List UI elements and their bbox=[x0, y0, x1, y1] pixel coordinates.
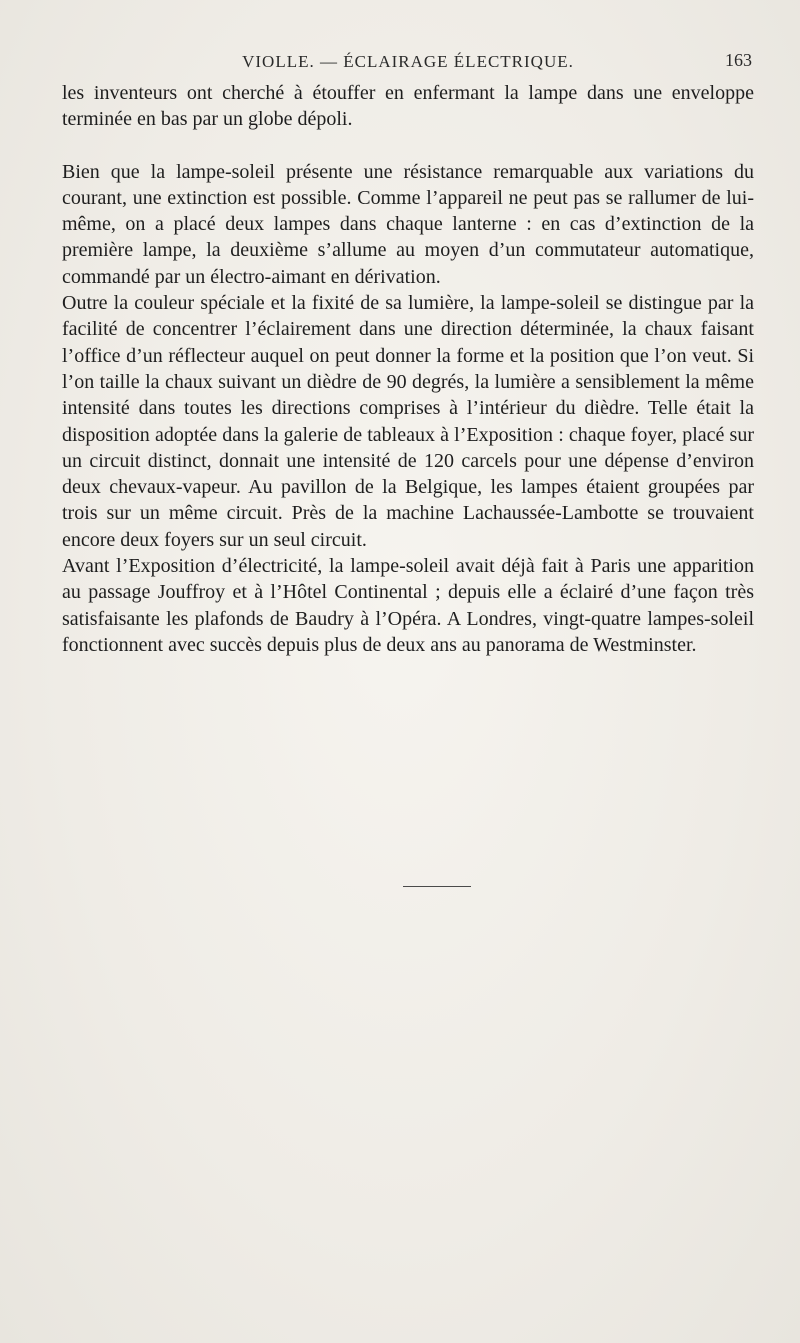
paragraph-lamp-light-properties-text: Outre la couleur spéciale et la fixité de sa lumière, la lampe-soleil se distingue par la facilité de concentrer l’éclairement dans une direction déterminée, la chaux faisant l’office d’un réflecteur auquel on peut donner la forme et la position que l’on veut. Si l’on taille la chaux suivant un dièdre de 90 degrés, la lumière a sensiblement la même intensité dans toutes les directions comprises à l’intérieur du dièdre. Telle était la disposition adoptée dans la galerie de tableaux à l’Exposition : chaque foyer, placé sur un circuit distinct, donnait une intensité de 120 carcels pour une dépense d’environ deux chevaux-vapeur. Au pavillon de la Belgique, les lampes étaient groupées par trois sur un même circuit. Près de la machine Lachaussée-Lambotte se trouvaient encore deux foyers sur un seul circuit. bbox=[62, 292, 754, 551]
paragraph-exposition-history-text: Avant l’Exposition d’électricité, la lampe-soleil avait déjà fait à Paris une apparition au passage Jouffroy et à l’Hôtel Continental ; depuis elle a éclairé d’une façon très satisfaisante les plafonds de Baudry à l’Opéra. A Londres, vingt-quatre lampes-soleil fonctionnent avec succès depuis plus de deux ans au panorama de Westminster. bbox=[62, 555, 754, 656]
paragraph-exposition-history bbox=[62, 553, 754, 658]
page-header bbox=[62, 50, 754, 76]
section-end-rule bbox=[403, 886, 471, 887]
paragraph-lamp-light-properties bbox=[62, 290, 754, 553]
paragraph-continuation: les inventeurs ont cherché à étouffer en enfermant la lampe dans une enveloppe terminée en bas par un globe dépoli. bbox=[62, 82, 754, 131]
paragraph-lamp-extinction-text: Bien que la lampe-soleil présente une résistance remarquable aux variations du courant, une extinction est possible. Comme l’appareil ne peut pas se rallumer de lui-même, on a placé deux lampes dans chaque lanterne : en cas d’extinction de la première lampe, la deuxième s’allume au moyen d’un commutateur automatique, commandé par un électro-aimant en dérivation. bbox=[62, 160, 754, 288]
paragraph-lamp-extinction bbox=[62, 159, 754, 290]
body-text bbox=[62, 80, 754, 658]
page-number: 163 bbox=[725, 50, 752, 70]
running-title: VIOLLE. — ÉCLAIRAGE ÉLECTRIQUE. bbox=[242, 52, 574, 71]
